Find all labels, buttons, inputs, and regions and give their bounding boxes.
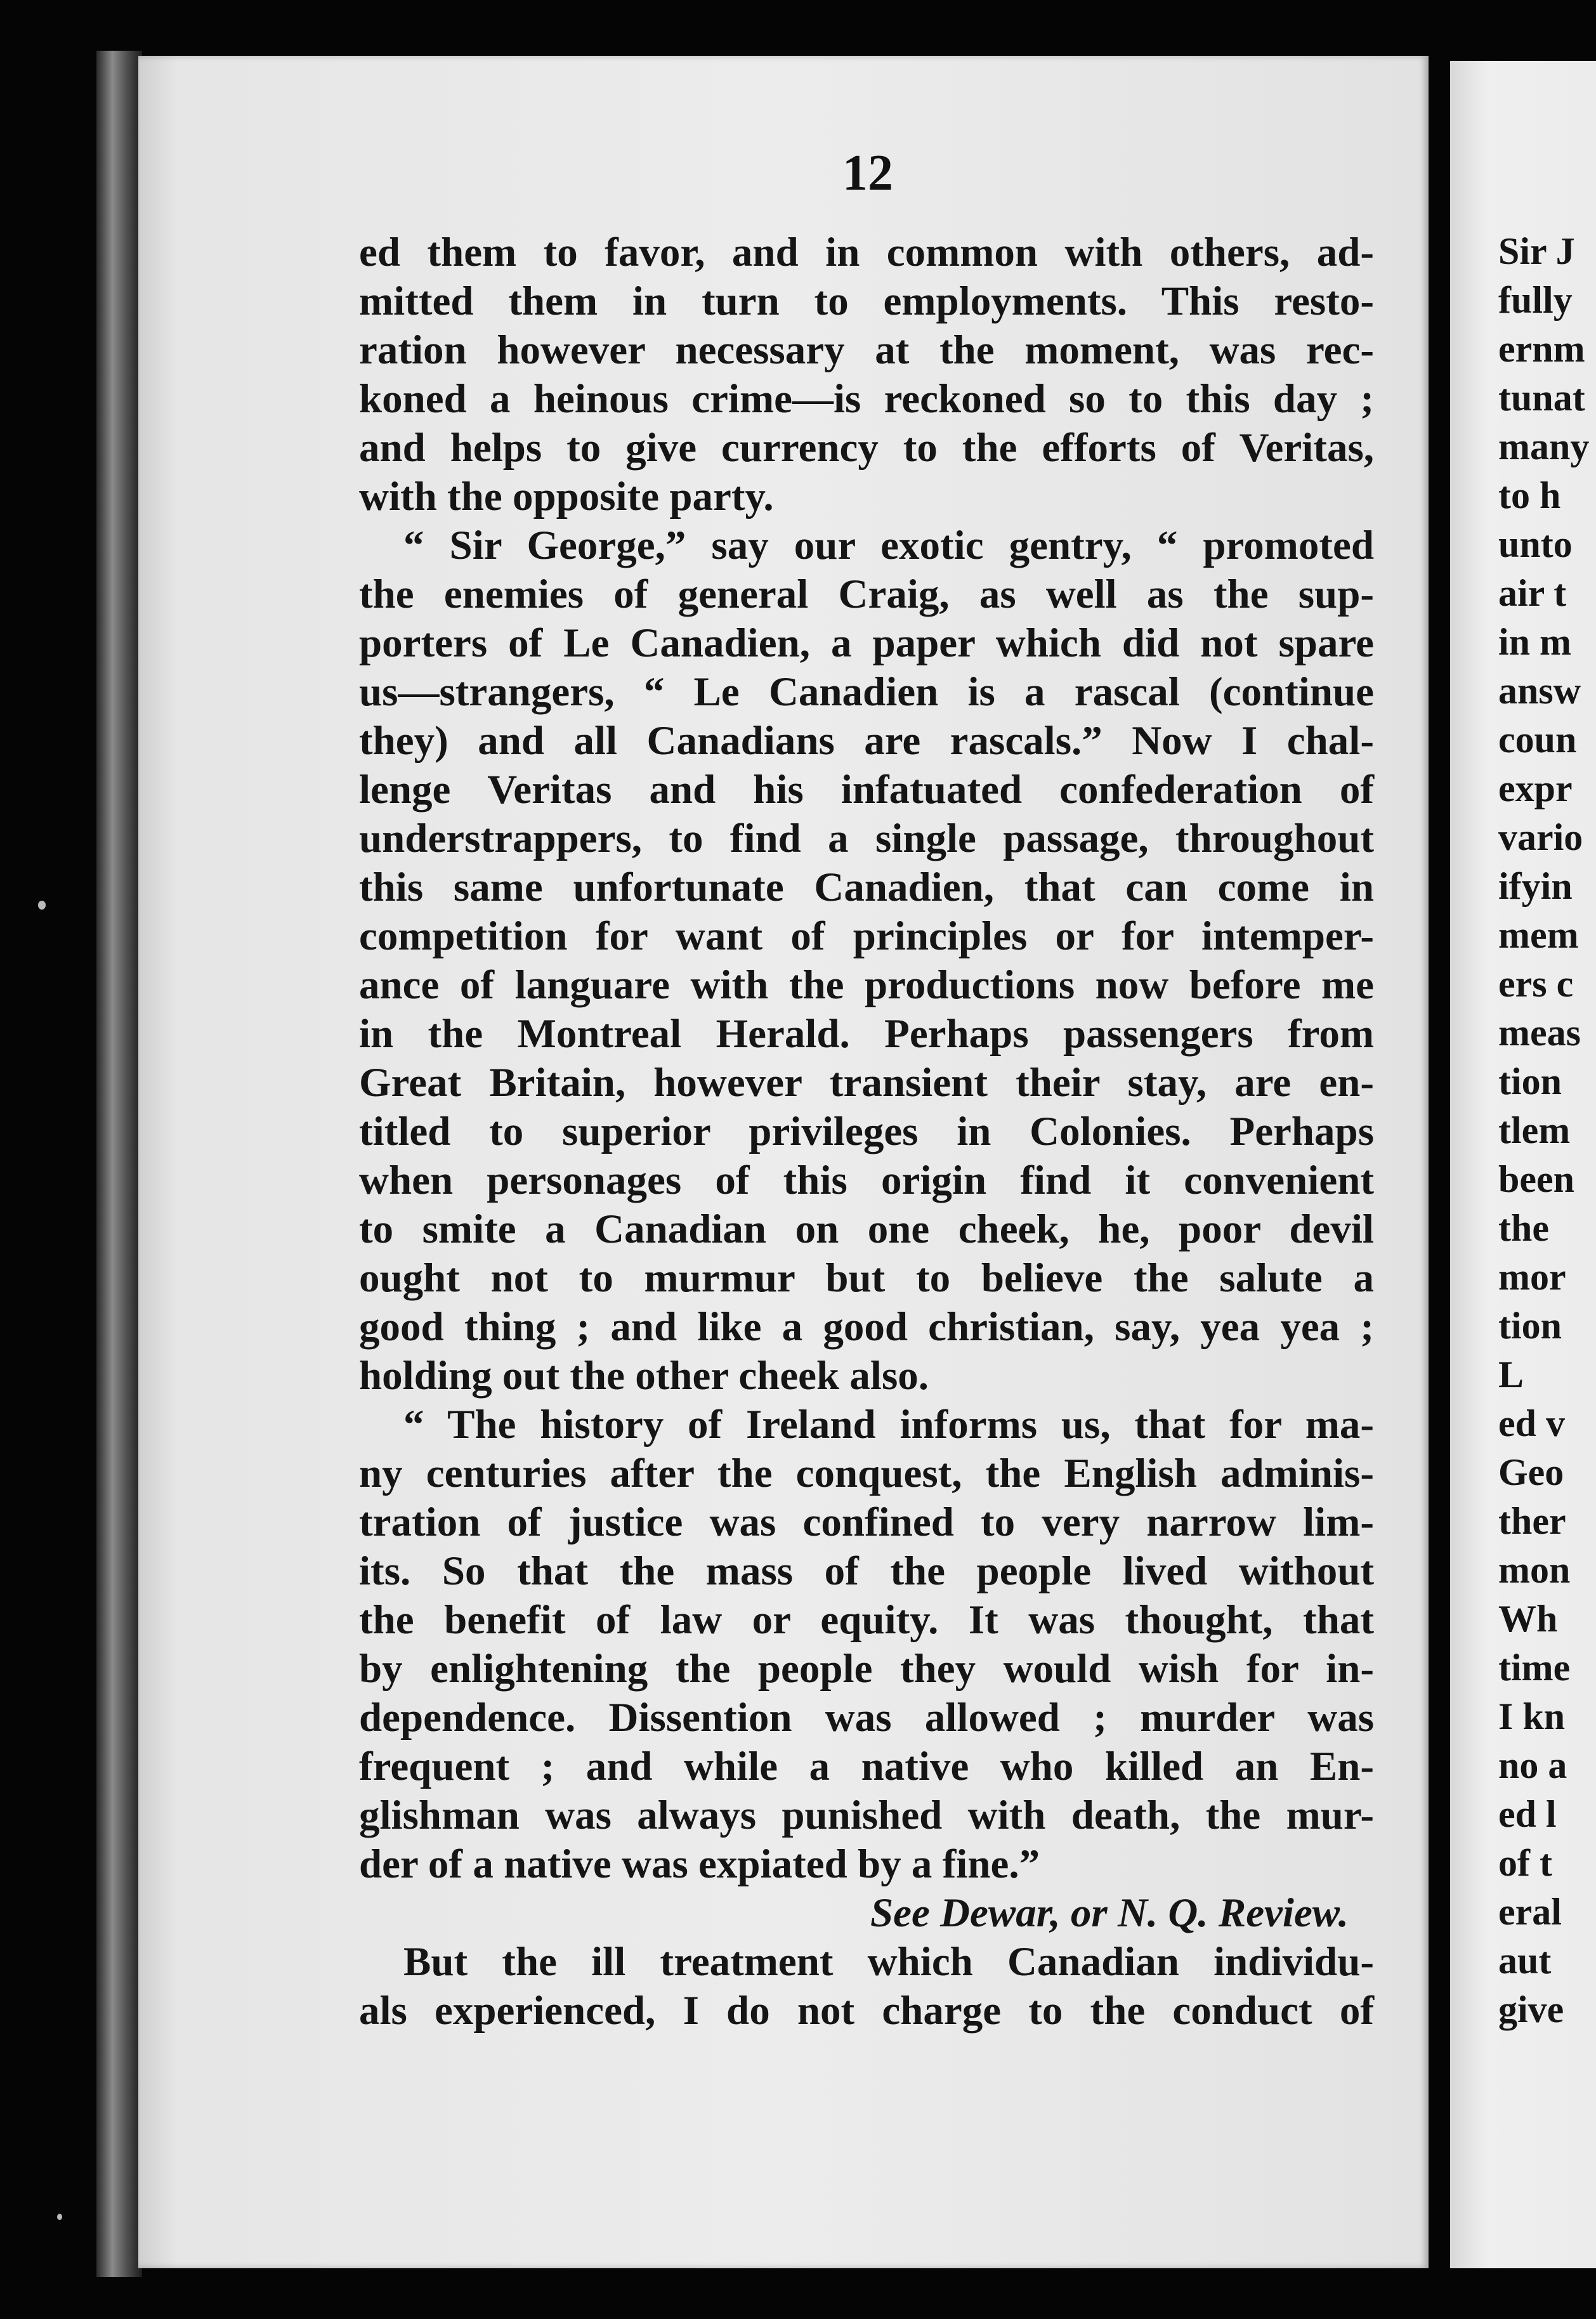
text-fragment: vario	[1498, 816, 1583, 858]
text-fragment: Sir J	[1498, 230, 1575, 272]
text-line: “ The history of Ireland informs us, that for ma-	[403, 1402, 1374, 1447]
text-line: when personages of this origin find it convenient	[359, 1158, 1374, 1203]
text-fragment: coun	[1498, 719, 1577, 761]
text-fragment: ed v	[1498, 1402, 1565, 1444]
text-line: “ Sir George,” say our exotic gentry, “ promoted	[403, 523, 1374, 568]
text-fragment: of t	[1498, 1842, 1552, 1884]
text-line: glishman was always punished with death, the mur-	[359, 1793, 1374, 1838]
text-fragment: mem	[1498, 914, 1579, 956]
text-line: the enemies of general Craig, as well as the sup-	[359, 572, 1374, 617]
scan-speck	[38, 901, 46, 910]
text-fragment: ernm	[1498, 328, 1585, 370]
text-line: ny centuries after the conquest, the English adminis-	[359, 1451, 1374, 1496]
text-fragment: ther	[1498, 1500, 1566, 1542]
text-fragment: ed l	[1498, 1793, 1557, 1835]
text-fragment: eral	[1498, 1891, 1562, 1933]
text-fragment: give	[1498, 1989, 1564, 2030]
text-fragment: aut	[1498, 1940, 1552, 1982]
text-fragment: L	[1498, 1354, 1524, 1395]
text-fragment: in m	[1498, 621, 1572, 663]
text-fragment: unto	[1498, 523, 1573, 565]
text-line: dependence. Dissention was allowed ; murder was	[359, 1695, 1374, 1741]
text-line: der of a native was expiated by a fine.”	[359, 1841, 1040, 1887]
text-fragment: to h	[1498, 474, 1561, 516]
book-spine	[96, 51, 142, 2277]
text-fragment: ifyin	[1498, 865, 1573, 907]
text-fragment: the	[1498, 1207, 1549, 1249]
body-text	[359, 228, 1374, 2035]
page-number: 12	[842, 145, 893, 201]
text-fragment: ers c	[1498, 963, 1574, 1005]
text-line: understrappers, to find a single passage, throughout	[359, 816, 1374, 861]
text-line: good thing ; and like a good christian, say, yea yea ;	[359, 1304, 1374, 1350]
text-line: porters of Le Canadien, a paper which did not spare	[359, 620, 1374, 666]
text-fragment: been	[1498, 1158, 1574, 1200]
text-fragment: Geo	[1498, 1451, 1564, 1493]
text-fragment: expr	[1498, 768, 1573, 809]
text-line: lenge Veritas and his infatuated confederation of	[359, 767, 1374, 813]
text-line: to smite a Canadian on one cheek, he, poor devil	[359, 1206, 1374, 1252]
text-line: frequent ; and while a native who killed an En-	[359, 1744, 1374, 1789]
text-fragment: Wh	[1498, 1598, 1558, 1640]
text-line: its. So that the mass of the people lived without	[359, 1548, 1374, 1594]
text-line: ought not to murmur but to believe the salute a	[359, 1255, 1374, 1301]
text-fragment: no a	[1498, 1744, 1567, 1786]
text-line: ration however necessary at the moment, was rec-	[359, 327, 1374, 373]
text-fragment: answ	[1498, 670, 1581, 712]
text-line: tration of justice was confined to very narrow lim-	[359, 1499, 1374, 1545]
text-line: But the ill treatment which Canadian individu-	[403, 1939, 1374, 1985]
text-fragment: tion	[1498, 1061, 1562, 1102]
text-fragment: meas	[1498, 1012, 1581, 1054]
text-fragment: I kn	[1498, 1695, 1566, 1737]
text-line: us—strangers, “ Le Canadien is a rascal (continue	[359, 669, 1374, 715]
text-line: they) and all Canadians are rascals.” Now I chal-	[359, 718, 1374, 764]
text-fragment: mor	[1498, 1256, 1566, 1298]
text-line: the benefit of law or equity. It was thought, that	[359, 1597, 1374, 1643]
text-line: ed them to favor, and in common with others, ad-	[359, 230, 1374, 275]
right-page-text	[1498, 227, 1596, 2034]
text-fragment: tunat	[1498, 377, 1585, 419]
text-line: Great Britain, however transient their stay, are en-	[359, 1060, 1374, 1106]
text-fragment: many	[1498, 426, 1590, 467]
text-line: this same unfortunate Canadien, that can come in	[359, 865, 1374, 910]
text-fragment: tion	[1498, 1305, 1562, 1347]
text-line: by enlightening the people they would wish for in-	[359, 1646, 1374, 1692]
text-line: and helps to give currency to the efforts of Veritas,	[359, 425, 1374, 471]
text-line: als experienced, I do not charge to the conduct of	[359, 1988, 1374, 2034]
text-fragment: mon	[1498, 1549, 1571, 1591]
text-fragment: time	[1498, 1647, 1571, 1689]
text-line: with the opposite party.	[359, 474, 774, 519]
text-fragment: air t	[1498, 572, 1567, 614]
text-line: titled to superior privileges in Colonies. Perhaps	[359, 1109, 1374, 1154]
text-line: in the Montreal Herald. Perhaps passengers from	[359, 1011, 1374, 1057]
text-fragment: fully	[1498, 279, 1573, 321]
text-fragment: tlem	[1498, 1109, 1571, 1151]
text-line: koned a heinous crime—is reckoned so to this day ;	[359, 376, 1374, 422]
scan-speck	[57, 2214, 62, 2220]
citation: See Dewar, or N. Q. Review.	[870, 1890, 1349, 1936]
text-line: holding out the other cheek also.	[359, 1353, 929, 1399]
text-line: mitted them in turn to employments. This resto-	[359, 278, 1374, 324]
text-line: competition for want of principles or for intemper-	[359, 913, 1374, 959]
text-line: ance of languare with the productions now before me	[359, 962, 1374, 1008]
